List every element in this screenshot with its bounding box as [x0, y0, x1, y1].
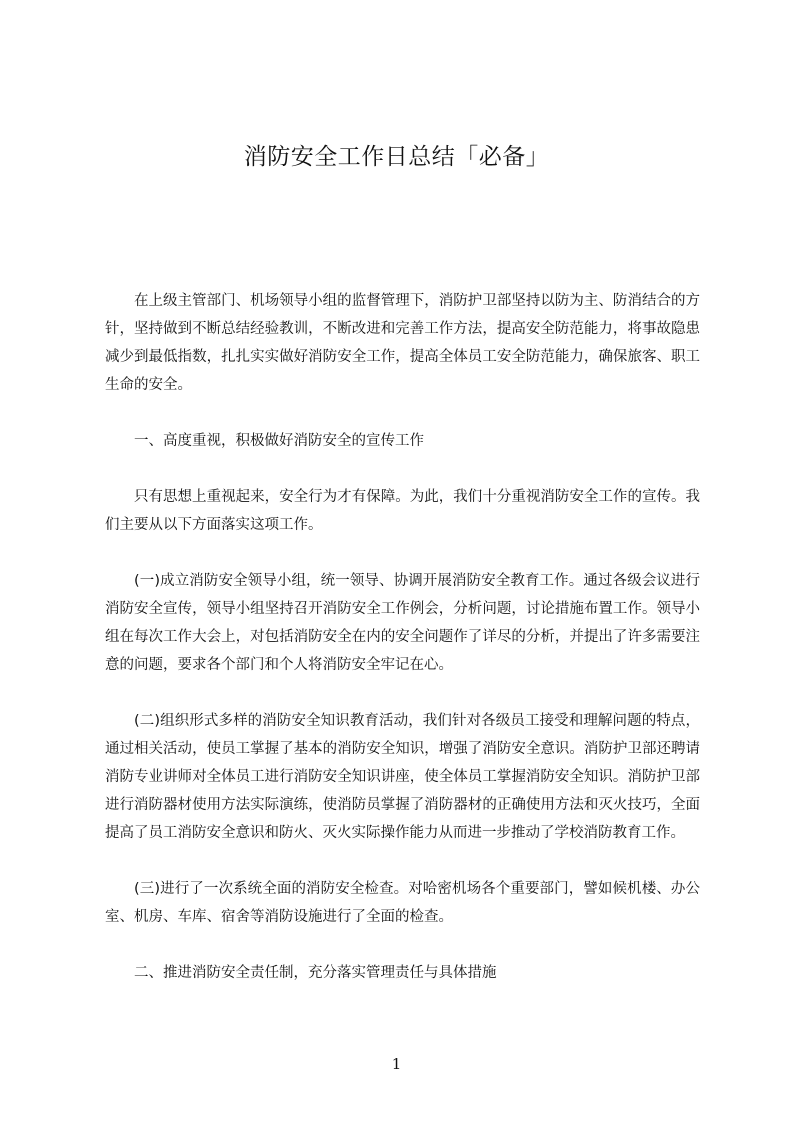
subsection-2-paragraph: (二)组织形式多样的消防安全知识教育活动，我们针对各级员工接受和理解问题的特点，通过相关活动，使员工掌握了基本的消防安全知识，增强了消防安全意识。消防护卫部还聘请消防专业讲师对全体员工进行消防安全知识讲座，使全体员工掌握消防安全知识。消防护卫部进行消防器材使用方法实际演练，使消防员掌握了消防器材的正确使用方法和灭火技巧，全面提高了员工消防安全意识和防火、灭火实际操作能力从而进一步推动了学校消防教育工作。 — [105, 713, 700, 841]
subsection-1-paragraph: (一)成立消防安全领导小组，统一领导、协调开展消防安全教育工作。通过各级会议进行消防安全宣传，领导小组坚持召开消防安全工作例会，分析问题，讨论措施布置工作。领导小组在每次工作大会上，对包括消防安全在内的安全问题作了详尽的分析，并提出了许多需要注意的问题，要求各个部门和个人将消防安全牢记在心。 — [105, 573, 700, 673]
document-title: 消防安全工作日总结「必备」 — [243, 144, 550, 170]
subsection-3-paragraph: (三)进行了一次系统全面的消防安全检查。对哈密机场各个重要部门，譬如候机楼、办公室、机房、车库、宿舍等消防设施进行了全面的检查。 — [105, 881, 700, 925]
intro-paragraph: 在上级主管部门、机场领导小组的监督管理下，消防护卫部坚持以防为主、防消结合的方针，坚持做到不断总结经验教训，不断改进和完善工作方法，提高安全防范能力，将事故隐患减少到最低指数，扎扎实实做好消防安全工作，提高全体员工安全防范能力，确保旅客、职工生命的安全。 — [105, 293, 700, 393]
document-body — [105, 287, 700, 987]
section-1-paragraph: 只有思想上重视起来，安全行为才有保障。为此，我们十分重视消防安全工作的宣传。我们主要从以下方面落实这项工作。 — [105, 489, 700, 533]
section-heading-1: 一、高度重视，积极做好消防安全的宣传工作 — [134, 433, 424, 449]
section-heading-2: 二、推进消防安全责任制，充分落实管理责任与具体措施 — [134, 965, 497, 981]
page-number: 1 — [391, 1055, 402, 1073]
